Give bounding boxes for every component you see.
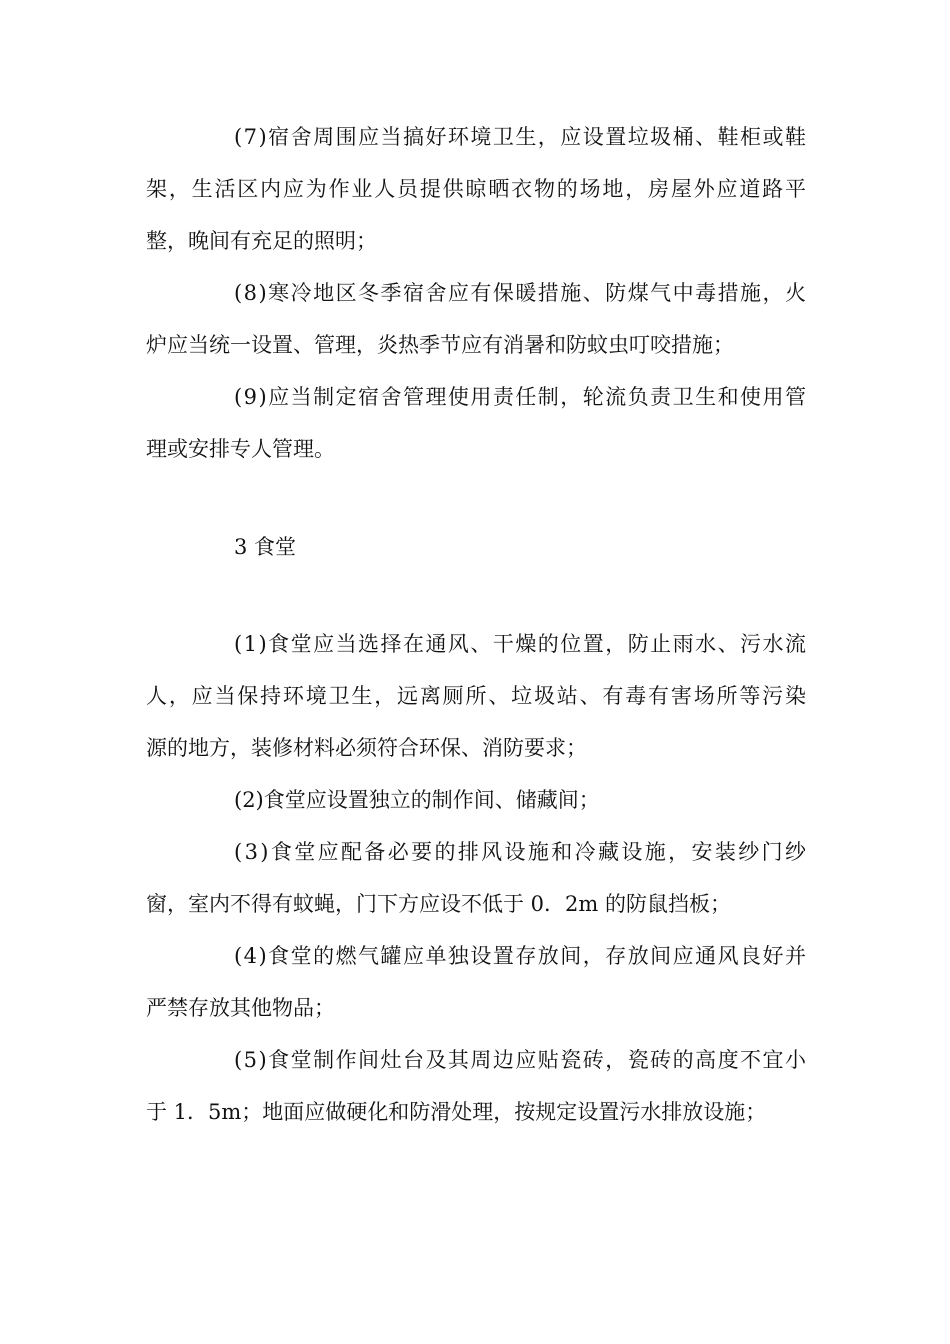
section-heading: 3 食堂	[234, 535, 297, 559]
paragraph-8	[146, 267, 806, 371]
paragraph-line: 严禁存放其他物品；	[146, 996, 335, 1020]
paragraph-line: 架，生活区内应为作业人员提供晾晒衣物的场地，房屋外应道路平	[146, 177, 808, 201]
paragraph-c2	[146, 774, 806, 826]
paragraph-line: (5)食堂制作间灶台及其周边应贴瓷砖，瓷砖的高度不宜小	[234, 1048, 808, 1072]
paragraph-c1	[146, 618, 806, 774]
paragraph-line: 理或安排专人管理。	[146, 437, 335, 461]
top-paragraphs	[146, 111, 806, 475]
paragraph-line: (3)食堂应配备必要的排风设施和冷藏设施，安装纱门纱	[234, 840, 809, 864]
paragraph-9	[146, 371, 806, 475]
paragraph-line: 人，应当保持环境卫生，远离厕所、垃圾站、有毒有害场所等污染	[146, 684, 808, 708]
paragraph-c3	[146, 826, 809, 930]
paragraph-line: 整，晚间有充足的照明；	[146, 229, 377, 253]
paragraph-line: (2)食堂应设置独立的制作间、储藏间；	[234, 788, 600, 812]
paragraph-7	[146, 111, 806, 267]
paragraph-c4	[146, 930, 806, 1034]
paragraph-line: (1)食堂应当选择在通风、干燥的位置，防止雨水、污水流	[234, 632, 808, 656]
paragraph-line: (8)寒冷地区冬季宿舍应有保暖措施、防煤气中毒措施，火	[234, 281, 808, 305]
paragraph-line: 炉应当统一设置、管理，炎热季节应有消暑和防蚊虫叮咬措施；	[146, 333, 734, 357]
paragraph-c5	[146, 1034, 806, 1138]
bottom-paragraphs	[146, 618, 809, 1138]
paragraph-line: 窗，室内不得有蚊蝇，门下方应设不低于 0．2m 的防鼠挡板；	[146, 892, 731, 916]
paragraph-line: (7)宿舍周围应当搞好环境卫生，应设置垃圾桶、鞋柜或鞋	[234, 125, 808, 149]
paragraph-line: 于 1．5m；地面应做硬化和防滑处理，按规定设置污水排放设施；	[146, 1100, 767, 1124]
paragraph-line: (9)应当制定宿舍管理使用责任制，轮流负责卫生和使用管	[234, 385, 808, 409]
paragraph-line: (4)食堂的燃气罐应单独设置存放间，存放间应通风良好并	[234, 944, 808, 968]
paragraph-line: 源的地方，装修材料必须符合环保、消防要求；	[146, 736, 587, 760]
